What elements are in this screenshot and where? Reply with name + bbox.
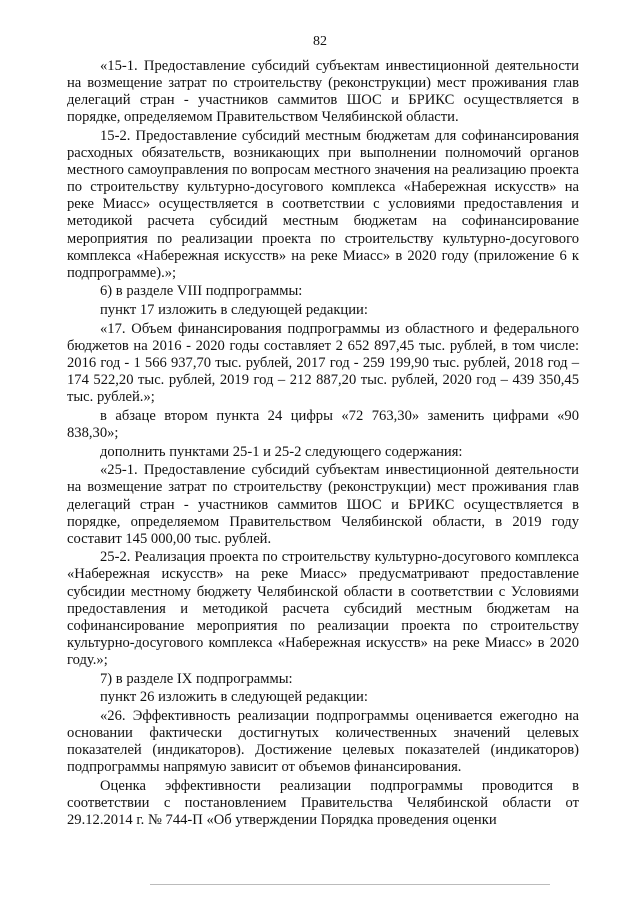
paragraph-evaluation: Оценка эффективности реализации подпрограммы проводится в соответствии с постановлением Правительства Челябинской области от 29.12.2014 г. № 744-П «Об утверждении Порядка проведения оценки	[67, 777, 579, 829]
paragraph-point-17-intro: пункт 17 изложить в следующей редакции:	[100, 302, 368, 319]
page-number: 82	[313, 34, 327, 49]
paragraph-section-viii: 6) в разделе VIII подпрограммы:	[100, 283, 303, 300]
paragraph-15-2: 15-2. Предоставление субсидий местным бюджетам для софинансирования расходных обязательств, возникающих при выполнении полномочий органов местного самоуправления по вопросам местного значения на реализацию проекта по строительству культурно-досугового комплекса «Набережная искусств» на реке Миасс» осуществляется в соответствии с условиями предоставления и методикой расчета субсидий местным бюджетам на софинансирование мероприятия по реализации проекта по строительству культурно-досугового комплекса «Набережная искусств» на реке Миасс» в 2020 году (приложение 6 к подпрограмме).»;	[67, 127, 579, 281]
paragraph-add-points: дополнить пунктами 25-1 и 25-2 следующего содержания:	[100, 443, 463, 460]
paragraph-25-2: 25-2. Реализация проекта по строительству культурно-досугового комплекса «Набережная искусств» на реке Миасс» предусматривают предоставление субсидии местному бюджету Челябинской области в соответствии с Условиями предоставления и методикой расчета субсидий местным бюджетам на софинансирование мероприятия по реализации проекта по строительству культурно-досугового комплекса «Набережная искусств» на реке Миасс» в 2020 году.»;	[67, 549, 579, 668]
paragraph-point-26-intro: пункт 26 изложить в следующей редакции:	[100, 689, 368, 706]
paragraph-26: «26. Эффективность реализации подпрограммы оценивается ежегодно на основании фактически достигнутых количественных значений целевых показателей (индикаторов). Достижение целевых показателей (индикаторов) подпрограммы напрямую зависит от объемов финансирования.	[67, 708, 579, 776]
paragraph-15-1: «15-1. Предоставление субсидий субъектам инвестиционной деятельности на возмещение затрат по строительству (реконструкции) мест проживания глав делегаций стран - участников саммитов ШОС и БРИКС осуществляется в порядке, определяемом Правительством Челябинской области.	[67, 58, 579, 126]
paragraph-17: «17. Объем финансирования подпрограммы из областного и федерального бюджетов на 2016 - 2020 годы составляет 2 652 897,45 тыс. рублей, в том числе: 2016 год - 1 566 937,70 тыс. рублей, 2017 год - 259 199,90 тыс. рублей, 2018 год – 174 522,20 тыс. рублей, 2019 год – 212 887,20 тыс. рублей, 2020 год – 439 350,45 тыс. рублей.»;	[67, 320, 579, 406]
paragraph-point-24: в абзаце втором пункта 24 цифры «72 763,30» заменить цифрами «90 838,30»;	[67, 407, 579, 441]
paragraph-section-ix: 7) в разделе IX подпрограммы:	[100, 670, 293, 687]
document-body	[67, 58, 579, 829]
paragraph-25-1: «25-1. Предоставление субсидий субъектам инвестиционной деятельности на возмещение затрат по строительству (реконструкции) мест проживания глав делегаций стран - участников саммитов ШОС и БРИКС осуществляется в порядке, определяемом Правительством Челябинской области, в 2019 году составит 145 000,00 тыс. рублей.	[67, 462, 579, 547]
bottom-rule	[150, 884, 550, 885]
